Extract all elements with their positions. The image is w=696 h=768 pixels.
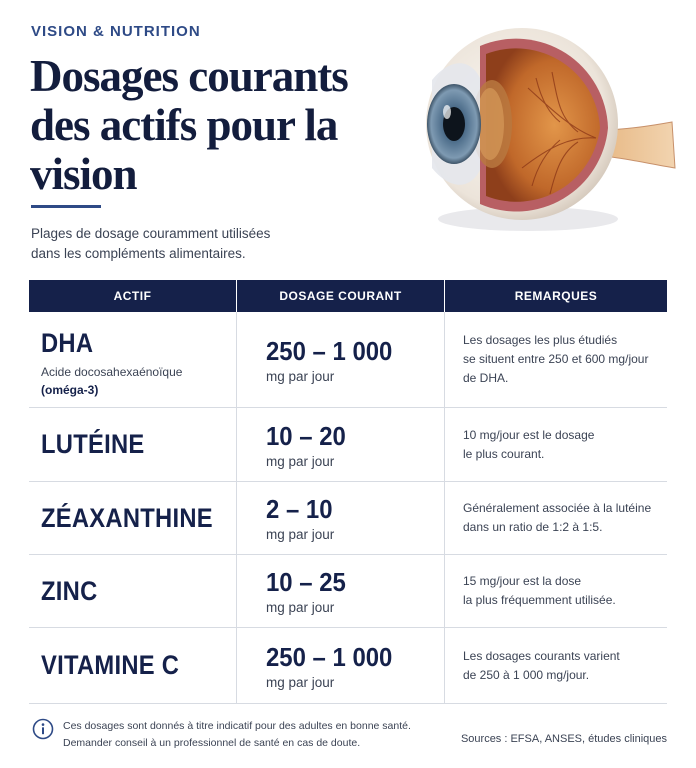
remarque-cell: [445, 408, 667, 481]
dosage-cell: [237, 408, 445, 481]
dosage-unit: mg par jour: [266, 527, 335, 542]
actif-name: ZINC: [41, 575, 98, 606]
remarque-line: dans un ratio de 1:2 à 1:5.: [463, 520, 603, 534]
remarque-line: de 250 à 1 000 mg/jour.: [463, 667, 590, 682]
remarque-line: 15 mg/jour est la dose: [463, 574, 582, 588]
actif-cell: [29, 408, 237, 481]
table-row: [29, 408, 667, 482]
remarque-cell: [445, 482, 667, 554]
actif-cell: [29, 312, 237, 407]
remarque-line: Généralement associée à la lutéine: [463, 501, 652, 515]
remarque-line: se situent entre 250 et 600 mg/jour: [463, 352, 649, 366]
eye-anatomy-illustration: [410, 18, 678, 240]
table-row: [29, 628, 667, 704]
subtitle-line: Plages de dosage couramment utilisées: [31, 226, 271, 241]
info-icon: [32, 718, 54, 740]
table-header: [29, 280, 667, 312]
remarque-line: 10 mg/jour est le dosage: [463, 427, 595, 442]
column-header-actif: ACTIF: [29, 280, 237, 312]
dosage-unit: mg par jour: [266, 453, 335, 469]
actif-name: DHA: [41, 328, 94, 358]
sources: Sources : EFSA, ANSES, études cliniques: [460, 733, 667, 745]
dosage-cell: [237, 555, 445, 627]
disclaimer-line: Ces dosages sont donnés à titre indicatif pour des adultes en bonne santé.: [63, 720, 411, 732]
dosage-unit: mg par jour: [266, 368, 335, 384]
actif-scientific-detail: (oméga-3): [41, 383, 99, 397]
actif-name: ZÉAXANTHINE: [41, 502, 213, 533]
actif-cell: [29, 555, 237, 627]
dosage-value: 10 – 25: [266, 567, 346, 597]
kicker: VISION & NUTRITION: [31, 23, 201, 40]
dosage-cell: [237, 312, 445, 407]
dosage-table: [29, 280, 667, 704]
column-header-remarques: REMARQUES: [514, 289, 598, 303]
remarque-line: de DHA.: [463, 371, 509, 385]
remarque-cell: [445, 628, 667, 703]
table-row: [29, 555, 667, 628]
disclaimer: [63, 718, 423, 752]
dosage-cell: [237, 628, 445, 703]
remarque-line: le plus courant.: [463, 446, 545, 461]
actif-scientific-name: Acide docosahexaénoïque: [41, 365, 183, 379]
page-title: Dosages courants des actifs pour la vision: [30, 51, 348, 199]
dosage-value: 250 – 1 000: [266, 641, 393, 672]
title-divider: [31, 205, 101, 208]
table-row: [29, 482, 667, 555]
remarque-line: Les dosages courants varient: [463, 648, 620, 663]
actif-name: LUTÉINE: [41, 429, 145, 459]
remarque-cell: [445, 312, 667, 407]
table-row: [29, 312, 667, 408]
actif-cell: [29, 628, 237, 703]
remarque-cell: [445, 555, 667, 627]
dosage-unit: mg par jour: [266, 674, 335, 690]
actif-cell: [29, 482, 237, 554]
subtitle-line: dans les compléments alimentaires.: [31, 246, 246, 261]
subtitle: [31, 224, 331, 264]
dosage-cell: [237, 482, 445, 554]
dosage-value: 2 – 10: [266, 494, 333, 524]
column-header-dosage: DOSAGE COURANT: [237, 280, 445, 312]
dosage-value: 250 – 1 000: [266, 335, 393, 366]
footer: [29, 706, 667, 754]
actif-name: VITAMINE C: [41, 650, 180, 680]
remarque-line: Les dosages les plus étudiés: [463, 333, 618, 347]
remarque-line: la plus fréquemment utilisée.: [463, 593, 616, 607]
dosage-value: 10 – 20: [266, 420, 346, 451]
dosage-unit: mg par jour: [266, 600, 335, 615]
disclaimer-line: Demander conseil à un professionnel de santé en cas de doute.: [63, 737, 361, 749]
